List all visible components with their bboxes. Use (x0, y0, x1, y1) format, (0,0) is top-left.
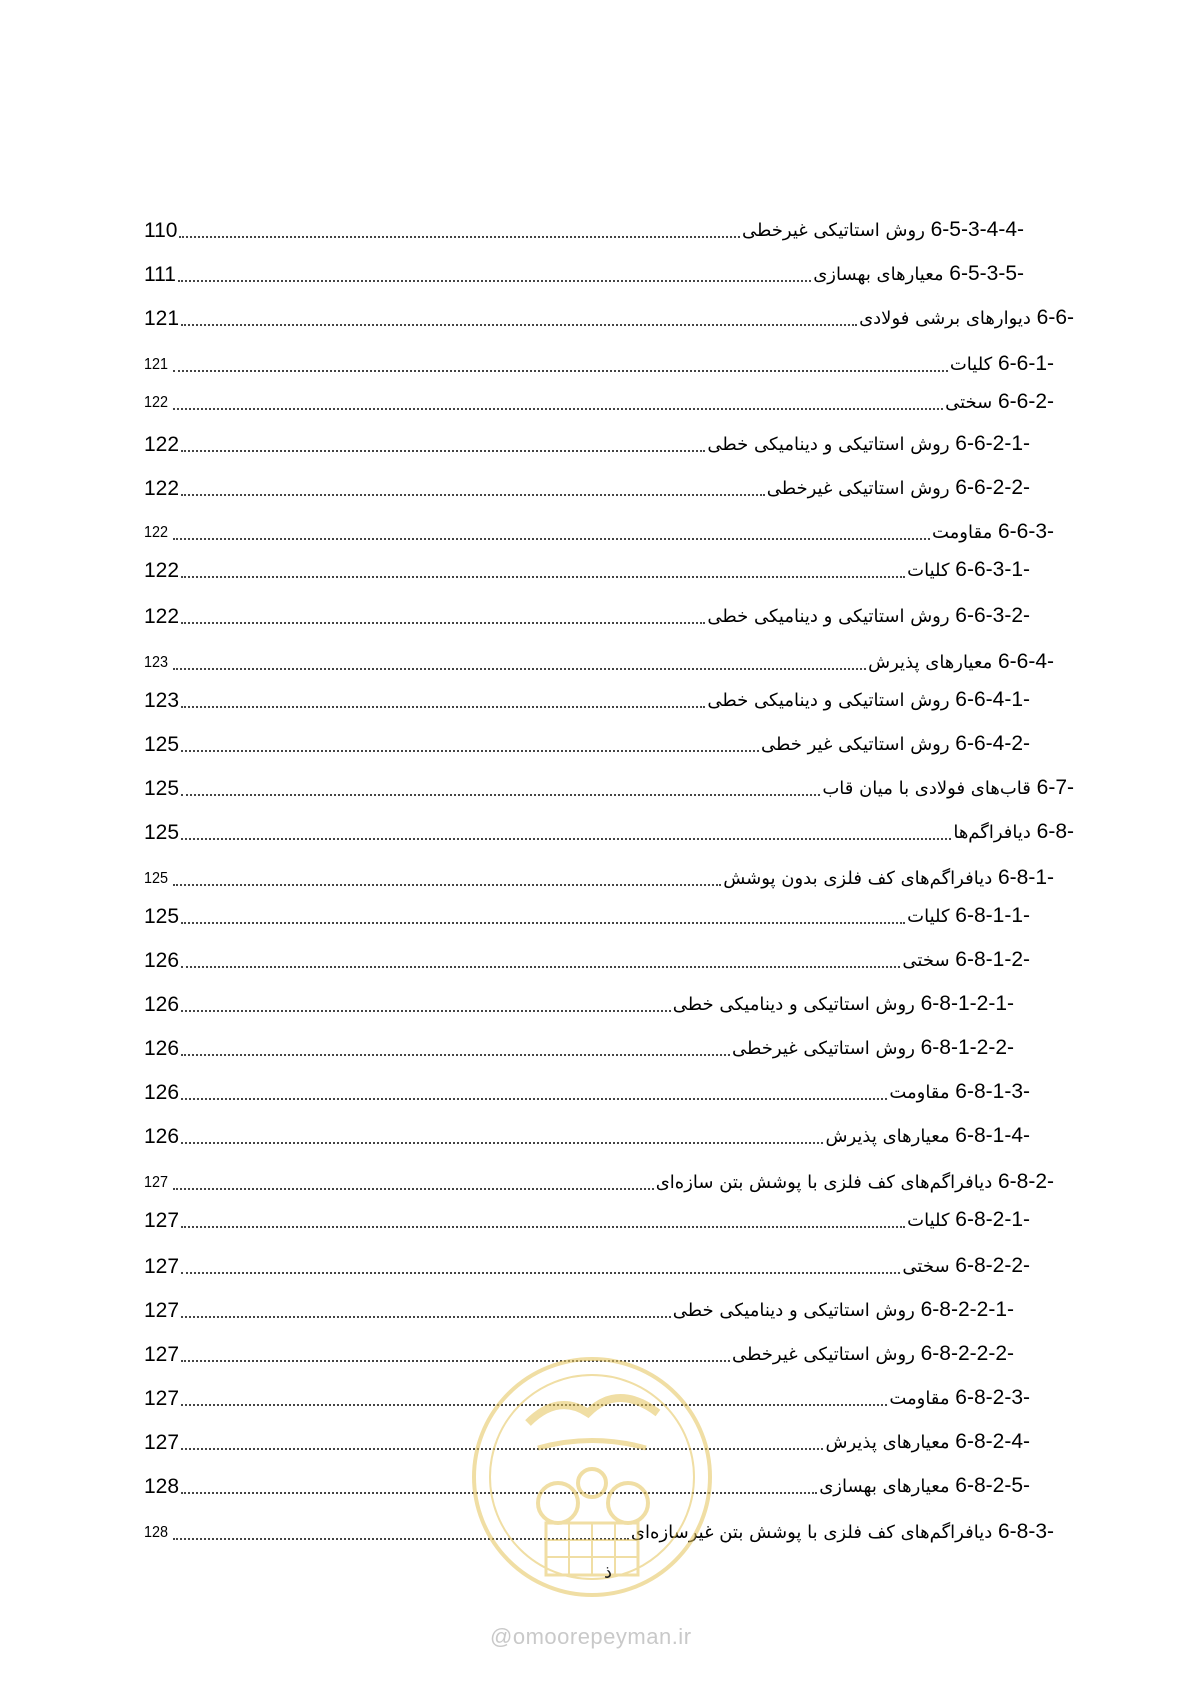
toc-entry-title (707, 603, 1030, 630)
toc-page-number: 127 (144, 1343, 180, 1366)
toc-page-number: 127 (144, 1255, 180, 1278)
toc-page-number: 128 (144, 1524, 169, 1541)
leader-dots (181, 324, 857, 326)
toc-entry-title (732, 1035, 1014, 1062)
toc-page-number: 121 (144, 356, 169, 373)
toc-entry[interactable] (144, 600, 1030, 630)
section-title: دیافراگم‌های کف فلزی بدون پوشش (723, 868, 993, 889)
toc-page-number: 122 (144, 559, 180, 582)
section-title: معیارهای پذیرش (825, 1432, 950, 1453)
section-title: معیارهای بهسازی (819, 1476, 950, 1497)
leader-dots (173, 1188, 654, 1190)
toc-entry[interactable] (144, 944, 1030, 974)
section-number: 6-8-1-4- (955, 1124, 1030, 1147)
toc-page-number: 111 (144, 263, 176, 286)
toc-entry-title (868, 649, 1054, 676)
toc-entry-title (889, 1079, 1030, 1106)
section-title: مقاومت (889, 1388, 950, 1409)
toc-entry-title (761, 731, 1030, 758)
toc-page-number: 122 (144, 605, 180, 628)
leader-dots (181, 922, 905, 924)
section-title: روش استاتیکی غیرخطی (766, 478, 950, 499)
toc-entry[interactable] (144, 1076, 1030, 1106)
section-title: معیارهای پذیرش (825, 1126, 950, 1147)
toc-page-number: 123 (144, 689, 180, 712)
section-number: 6-8-1-2-1- (920, 992, 1014, 1015)
section-title: معیارهای بهسازی (813, 264, 944, 285)
section-number: 6-6-3- (997, 520, 1054, 543)
section-title: دیوارهای برشی فولادی (859, 308, 1031, 329)
section-title: سختی (945, 392, 993, 413)
section-title: کلیات (907, 560, 950, 581)
leader-dots (173, 370, 948, 372)
section-title: کلیات (907, 1210, 950, 1231)
toc-page-number: 126 (144, 993, 180, 1016)
section-title: روش استاتیکی غیرخطی (742, 220, 925, 241)
section-number: 6-6-1- (997, 352, 1054, 375)
toc-page-number: 125 (144, 777, 180, 800)
leader-dots (181, 966, 900, 968)
toc-page-number: 127 (144, 1431, 180, 1454)
leader-dots (181, 622, 705, 624)
section-number: 6-6-4-1- (955, 688, 1030, 711)
toc-entry-title (825, 1123, 1030, 1150)
section-title: روش استاتیکی و دینامیکی خطی (707, 434, 950, 455)
section-title: سختی (902, 1256, 950, 1277)
toc-entry-title (732, 1341, 1014, 1368)
section-title: روش استاتیکی و دینامیکی خطی (672, 994, 915, 1015)
toc-entry-title (707, 431, 1030, 458)
toc-entry[interactable] (144, 214, 1024, 244)
section-title: مقاومت (931, 522, 993, 543)
section-number: 6-8-1-2- (955, 948, 1030, 971)
section-number: 6-8-1-3- (955, 1080, 1030, 1103)
toc-entry[interactable] (144, 554, 1030, 584)
toc-page-number: 122 (144, 433, 180, 456)
section-number: 6-5-3-4-4- (930, 218, 1024, 241)
toc-entry-title (813, 261, 1024, 288)
toc-entry-title (859, 305, 1074, 332)
toc-entry-title (902, 1253, 1030, 1280)
toc-entry-title (673, 1297, 1014, 1324)
leader-dots (181, 1272, 900, 1274)
section-number: 6-8-2- (997, 1170, 1054, 1193)
toc-entry-title (707, 687, 1030, 714)
leader-dots (181, 576, 905, 578)
section-title: معیارهای پذیرش (868, 652, 993, 673)
section-number: 6-8-2-4- (955, 1430, 1030, 1453)
toc-entry[interactable] (144, 684, 1030, 714)
toc-entry[interactable] (144, 772, 1074, 802)
toc-entry-title (742, 217, 1024, 244)
leader-dots (181, 450, 705, 452)
leader-dots (181, 1316, 671, 1318)
section-number: 6-8- (1036, 820, 1074, 843)
section-number: 6-6-2-2- (955, 476, 1030, 499)
toc-entry[interactable] (144, 646, 1054, 676)
toc-entry[interactable] (144, 472, 1030, 502)
section-number: 6-8-2-2- (955, 1254, 1030, 1277)
toc-entry-title (945, 389, 1054, 416)
leader-dots (181, 494, 765, 496)
leader-dots (181, 1098, 887, 1100)
section-title: مقاومت (889, 1082, 950, 1103)
section-title: دیافراگم‌های کف فلزی با پوشش بتن غیرسازه‌ای (630, 1522, 993, 1543)
section-title: روش استاتیکی غیرخطی (732, 1344, 915, 1365)
toc-page-number: 128 (144, 1475, 180, 1498)
section-number: 6-6-3-1- (955, 558, 1030, 581)
toc-entry-title (723, 865, 1054, 892)
section-title: دیافراگم‌های کف فلزی با پوشش بتن سازه‌ای (655, 1172, 993, 1193)
toc-entry-title (907, 1207, 1030, 1234)
toc-entry-title (822, 775, 1074, 802)
leader-dots (181, 1054, 730, 1056)
toc-entry-title (902, 947, 1030, 974)
toc-page-number: 110 (144, 219, 178, 242)
toc-entry[interactable] (144, 728, 1030, 758)
section-number: 6-6- (1036, 306, 1074, 329)
section-number: 6-6-4-2- (955, 732, 1030, 755)
leader-dots (181, 750, 759, 752)
toc-page-number: 126 (144, 1125, 180, 1148)
toc-page-number: 126 (144, 949, 180, 972)
toc-entry[interactable] (144, 1032, 1014, 1062)
toc-page-number: 122 (144, 394, 169, 411)
toc-page-number: 127 (144, 1387, 180, 1410)
toc-page-number: 127 (144, 1299, 180, 1322)
section-number: 6-8-1-2-2- (920, 1036, 1014, 1059)
toc-entry-title (907, 903, 1030, 930)
leader-dots (181, 1142, 823, 1144)
toc-entry[interactable] (144, 816, 1074, 846)
toc-page-number: 126 (144, 1081, 180, 1104)
toc-entry-title (767, 475, 1030, 502)
toc-page-number: 122 (144, 477, 180, 500)
toc-entry-title (819, 1473, 1030, 1500)
section-number: 6-5-3-5- (949, 262, 1024, 285)
toc-entry[interactable] (144, 428, 1030, 458)
section-number: 6-8-2-1- (955, 1208, 1030, 1231)
toc-page-number: 122 (144, 524, 169, 541)
section-title: کلیات (907, 906, 950, 927)
section-number: 6-8-2-5- (955, 1474, 1030, 1497)
seal-graphic (474, 1359, 710, 1595)
toc-entry[interactable] (144, 1166, 1054, 1196)
toc-page-number: 125 (144, 870, 169, 887)
section-title: روش استاتیکی غیر خطی (760, 734, 950, 755)
section-title: روش استاتیکی و دینامیکی خطی (707, 690, 950, 711)
section-number: 6-8-1- (997, 866, 1054, 889)
toc-entry-title (673, 991, 1014, 1018)
toc-entry[interactable] (144, 386, 1054, 416)
section-title: روش استاتیکی و دینامیکی خطی (707, 606, 950, 627)
toc-entry[interactable] (144, 900, 1030, 930)
toc-page-number: 126 (144, 1037, 180, 1060)
section-number: 6-8-2-2-2- (920, 1342, 1014, 1365)
section-title: کلیات (949, 354, 993, 375)
section-number: 6-8-2-3- (955, 1386, 1030, 1409)
toc-page-number: 123 (144, 654, 169, 671)
toc-entry[interactable] (144, 988, 1014, 1018)
toc-entry-title (825, 1429, 1030, 1456)
toc-entry[interactable] (144, 1294, 1014, 1324)
toc-entry-title (932, 519, 1054, 546)
section-number: 6-6-4- (997, 650, 1054, 673)
toc-entry-title (889, 1385, 1030, 1412)
leader-dots (173, 884, 721, 886)
page-number-marker: ذ (604, 1562, 613, 1583)
toc-entry-title (953, 819, 1074, 846)
toc-entry-title (907, 557, 1030, 584)
section-title: روش استاتیکی غیرخطی (732, 1038, 915, 1059)
section-number: 6-8-2-2-1- (920, 1298, 1014, 1321)
toc-page-number: 125 (144, 733, 180, 756)
toc-entry[interactable] (144, 302, 1074, 332)
leader-dots (173, 538, 930, 540)
toc-entry[interactable] (144, 862, 1054, 892)
section-number: 6-6-2- (997, 390, 1054, 413)
leader-dots (181, 1010, 671, 1012)
leader-dots (179, 236, 740, 238)
section-number: 6-7- (1036, 776, 1074, 799)
toc-entry[interactable] (144, 348, 1054, 378)
section-number: 6-6-3-2- (955, 604, 1030, 627)
watermark-url: @omoorepeyman.ir (490, 1624, 692, 1649)
leader-dots (173, 408, 943, 410)
toc-entry[interactable] (144, 1120, 1030, 1150)
leader-dots (173, 668, 866, 670)
section-number: 6-6-2-1- (955, 432, 1030, 455)
leader-dots (181, 794, 820, 796)
toc-page-number: 125 (144, 821, 180, 844)
watermark-seal-icon (468, 1353, 716, 1601)
section-title: روش استاتیکی و دینامیکی خطی (672, 1300, 915, 1321)
section-title: دیافراگم‌ها (953, 822, 1031, 843)
toc-page-number: 127 (144, 1209, 180, 1232)
section-number: 6-8-1-1- (955, 904, 1030, 927)
leader-dots (178, 280, 811, 282)
toc-page-number: 127 (144, 1174, 169, 1191)
section-title: سختی (902, 950, 950, 971)
toc-entry-title (950, 351, 1054, 378)
section-title: قاب‌های فولادی با میان قاب (822, 778, 1031, 799)
toc-entry[interactable] (144, 258, 1024, 288)
toc-entry-title (656, 1169, 1054, 1196)
toc-entry[interactable] (144, 516, 1054, 546)
leader-dots (181, 706, 705, 708)
leader-dots (181, 1226, 905, 1228)
toc-entry[interactable] (144, 1204, 1030, 1234)
toc-page-number: 125 (144, 905, 180, 928)
toc-entry[interactable] (144, 1250, 1030, 1280)
toc-page-number: 121 (144, 307, 180, 330)
section-number: 6-8-3- (997, 1520, 1054, 1543)
leader-dots (181, 838, 951, 840)
